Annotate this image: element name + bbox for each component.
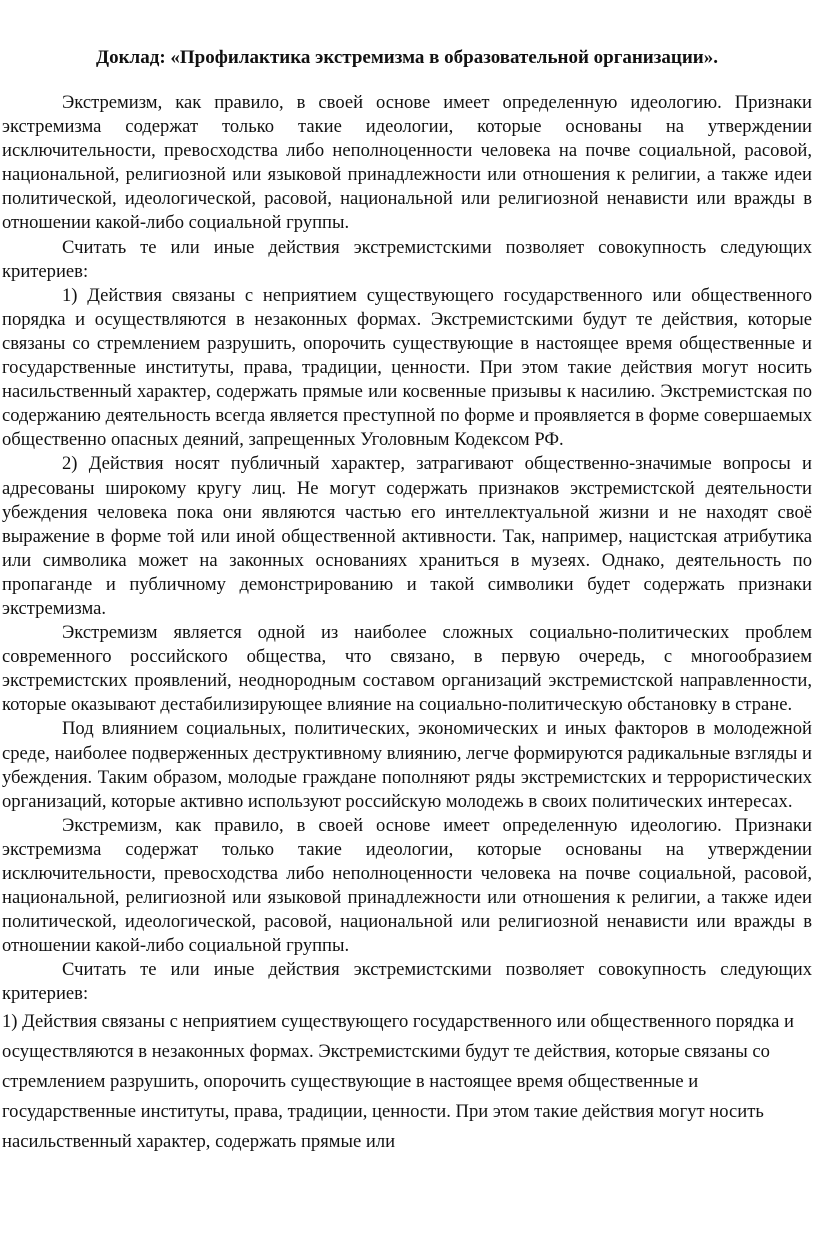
paragraph-social-problem: Экстремизм является одной из наиболее сложных социально-политических проблем современного российского общества, что связано, в первую очередь, с многообразием экстремистских проявлений, неоднородным составом организаций экстремистской направленности, которые оказывают дестабилизирующее влияние на социально-политическую обстановку в стране. [2,622,812,716]
document-title: Доклад: «Профилактика экстремизма в образовательной организации». [96,47,718,68]
paragraph-criteria-intro: Считать те или иные действия экстремистскими позволяет совокупность следующих критериев: [2,236,812,282]
paragraph-criterion-1-repeat: 1) Действия связаны с неприятием существующего государственного или общественного порядка и осуществляются в незаконных формах. Экстремистскими будут те действия, которые связаны со стремлением разрушить, опорочить существующие в настоящее время общественные и государственные институты, права, традиции, ценности. При этом такие действия могут носить насильственный характер, содержать прямые или [2,1010,794,1152]
paragraph-ideology: Экстремизм, как правило, в своей основе имеет определенную идеологию. Признаки экстремизма содержат только такие идеологии, которые основаны на утверждении исключительности, превосходства либо неполноценности человека на почве социальной, расовой, национальной, религиозной или языковой принадлежности или отношения к религии, а также идеи политической, идеологической, расовой, национальной или религиозной ненависти или вражды в отношении какой-либо социальной группы. [2,92,812,234]
paragraph-criteria-intro-repeat: Считать те или иные действия экстремистскими позволяет совокупность следующих критериев: [2,959,812,1005]
paragraph-criterion-1: 1) Действия связаны с неприятием существующего государственного или общественного порядка и осуществляются в незаконных формах. Экстремистскими будут те действия, которые связаны со стремлением разрушить, опорочить существующие в настоящее время общественные и государственные институты, права, традиции, ценности. При этом такие действия могут носить насильственный характер, содержать прямые или косвенные призывы к насилию. Экстремистская по содержанию деятельность всегда является преступной по форме и проявляется в форме совершаемых общественно опасных деяний, запрещенных Уголовным Кодексом РФ. [2,284,812,451]
paragraph-youth: Под влиянием социальных, политических, экономических и иных факторов в молодежной среде, наиболее подверженных деструктивному влиянию, легче формируются радикальные взгляды и убеждения. Таким образом, молодые граждане пополняют ряды экстремистских и террористических организаций, которые активно используют российскую молодежь в своих политических интересах. [2,718,812,812]
paragraph-criterion-2: 2) Действия носят публичный характер, затрагивают общественно-значимые вопросы и адресованы широкому кругу лиц. Не могут содержать признаков экстремистской деятельности убеждения человека пока они являются частью его интеллектуальной жизни и не находят своё выражение в форме той или иной общественной активности. Так, например, нацистская атрибутика или символика может на законных основаниях храниться в музеях. Однако, деятельность по пропаганде и публичному демонстрированию и такой символики будет содержать признаки экстремизма. [2,453,812,619]
paragraph-ideology-repeat: Экстремизм, как правило, в своей основе имеет определенную идеологию. Признаки экстремизма содержат только такие идеологии, которые основаны на утверждении исключительности, превосходства либо неполноценности человека на почве социальной, расовой, национальной, религиозной или языковой принадлежности или отношения к религии, а также идеи политической, идеологической, расовой, национальной или религиозной ненависти или вражды в отношении какой-либо социальной группы. [2,814,812,957]
